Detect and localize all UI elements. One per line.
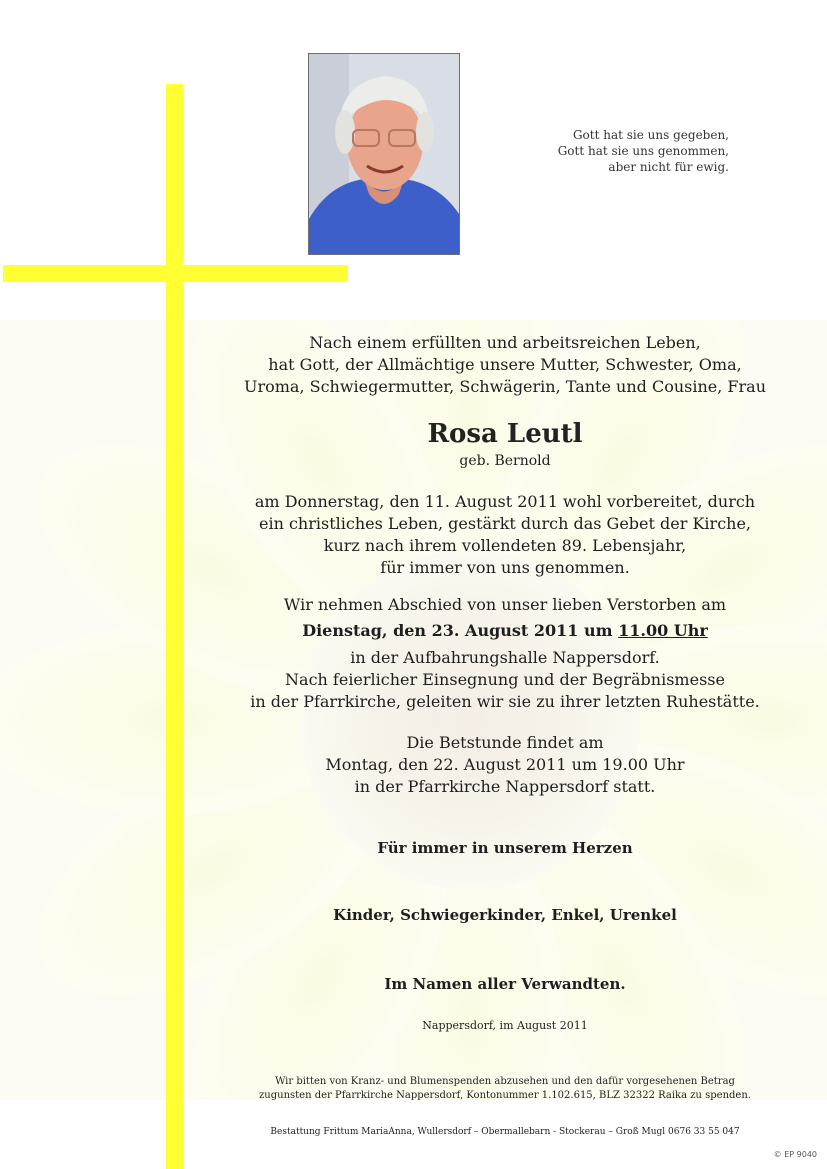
funeral-line: in der Pfarrkirche, geleiten wir sie zu ihrer letzten Ruhestätte.	[250, 692, 760, 711]
cross-vertical-bar	[166, 84, 183, 1169]
death-text	[200, 491, 810, 579]
birth-name: geb. Bernold	[459, 453, 551, 469]
funeral-date	[200, 620, 810, 642]
funeral-date-text: Dienstag, den 23. August 2011 um	[302, 621, 619, 640]
deceased-name: Rosa Leutl	[427, 419, 583, 449]
donation-line: zugunsten der Pfarrkirche Nappersdorf, Kontonummer 1.102.615, BLZ 32322 Raika zu spenden.	[259, 1090, 751, 1101]
intro-line: Nach einem erfüllten und arbeitsreichen Leben,	[309, 333, 701, 352]
funeral-line: in der Aufbahrungshalle Nappersdorf.	[350, 648, 660, 667]
family-line: Kinder, Schwiegerkinder, Enkel, Urenkel	[333, 906, 677, 924]
undertaker-info: Bestattung Frittum MariaAnna, Wullersdorf – Obermallebarn - Stockerau – Groß Mugl 0676 33 55 047	[270, 1127, 740, 1137]
prayer-hour	[200, 732, 810, 798]
death-line: am Donnerstag, den 11. August 2011 wohl vorbereitet, durch	[254, 492, 756, 511]
donation-line: Wir bitten von Kranz- und Blumenspenden abzusehen und den dafür vorgesehenen Betrag	[275, 1076, 735, 1087]
funeral-place	[200, 647, 810, 713]
intro-line: hat Gott, der Allmächtige unsere Mutter, Schwester, Oma,	[268, 355, 742, 374]
quote-line: aber nicht für ewig.	[608, 160, 729, 174]
portrait-photo	[308, 53, 460, 255]
print-code: © EP 9040	[773, 1150, 817, 1159]
farewell-text: Wir nehmen Abschied von unser lieben Verstorben am	[283, 595, 727, 614]
cross-horizontal-bar	[3, 265, 348, 282]
intro-text	[200, 332, 810, 398]
funeral-time: 11.00 Uhr	[618, 621, 708, 640]
death-line: kurz nach ihrem vollendeten 89. Lebensjahr,	[323, 536, 687, 555]
place-date: Nappersdorf, im August 2011	[422, 1019, 588, 1032]
death-line: für immer von uns genommen.	[380, 558, 630, 577]
prayer-line: in der Pfarrkirche Nappersdorf statt.	[354, 777, 656, 796]
heart-line: Für immer in unserem Herzen	[377, 839, 633, 857]
relatives-line: Im Namen aller Verwandten.	[384, 975, 626, 993]
prayer-line: Montag, den 22. August 2011 um 19.00 Uhr	[325, 755, 685, 774]
intro-line: Uroma, Schwiegermutter, Schwägerin, Tante und Cousine, Frau	[243, 377, 767, 396]
death-line: ein christliches Leben, gestärkt durch das Gebet der Kirche,	[258, 514, 752, 533]
quote-line: Gott hat sie uns gegeben,	[572, 128, 729, 142]
funeral-line: Nach feierlicher Einsegnung und der Begräbnismesse	[285, 670, 725, 689]
quote-line: Gott hat sie uns genommen,	[557, 144, 729, 158]
prayer-line: Die Betstunde findet am	[406, 733, 604, 752]
donation-note	[200, 1075, 810, 1103]
quote	[469, 127, 729, 175]
